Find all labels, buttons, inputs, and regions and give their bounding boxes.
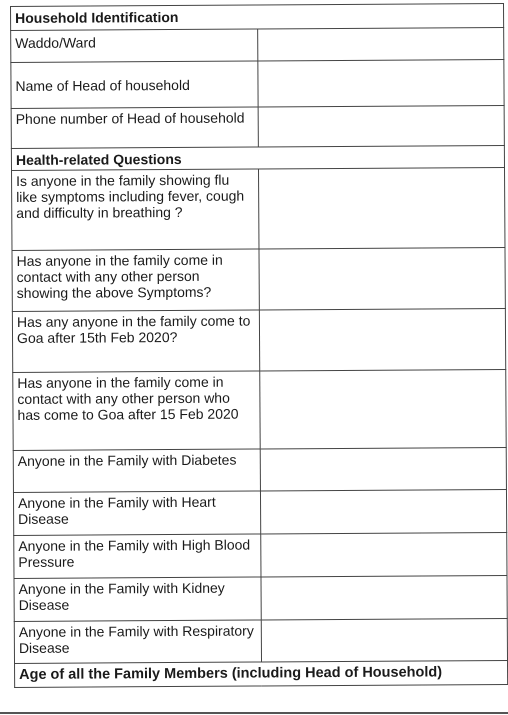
question-heart-disease: Anyone in the Family with Heart Disease [13,491,260,536]
question-came-to-goa: Has any anyone in the family come to Goa after 15th Feb 2020? [12,310,259,373]
table-row [11,27,504,62]
answer-cell-contact-symptoms[interactable] [258,247,505,310]
answer-cell-blood-pressure[interactable] [260,532,507,577]
question-head-phone: Phone number of Head of household [11,107,258,149]
table-row [11,105,504,148]
table-row [14,618,507,663]
question-diabetes: Anyone in the Family with Diabetes [13,449,260,493]
table-row [11,59,504,108]
table-row [12,167,505,250]
answer-cell-head-name[interactable] [257,59,504,107]
section-heading-household: Household Identification [11,3,504,30]
footer-row [15,660,508,687]
answer-cell-diabetes[interactable] [260,447,507,491]
table-row [14,532,507,578]
question-respiratory-disease: Anyone in the Family with Respiratory Disease [14,620,261,664]
section-heading-health: Health-related Questions [11,145,504,170]
family-ages-heading: Age of all the Family Members (including Head of Household) [15,660,508,687]
question-head-name: Name of Head of household [11,61,258,109]
page-bottom-rule [0,712,508,714]
household-survey-table [10,3,508,688]
table-row [12,308,505,372]
survey-form-sheet [10,3,508,708]
question-contact-symptoms: Has anyone in the family come in contact with any other person showing the above Symptoms? [12,249,259,312]
table-row [13,369,506,450]
answer-cell-contact-goa-arrival[interactable] [259,369,506,449]
answer-cell-kidney-disease[interactable] [260,575,507,620]
question-kidney-disease: Anyone in the Family with Kidney Disease [14,577,261,622]
answer-cell-respiratory-disease[interactable] [261,618,508,662]
question-ward: Waddo/Ward [11,29,258,63]
table-row [13,447,506,492]
table-row [14,575,507,621]
answer-cell-heart-disease[interactable] [260,489,507,534]
answer-cell-flu-symptoms[interactable] [258,167,505,249]
section-header-row [11,145,504,170]
answer-cell-came-to-goa[interactable] [259,308,506,371]
question-contact-goa-arrival: Has anyone in the family come in contact with any other person who has come to Goa after 15 Feb 2020 [13,371,260,451]
table-row [13,489,506,535]
question-flu-symptoms: Is anyone in the family showing flu like symptoms including fever, cough and difficulty in breathing ? [12,169,259,251]
table-row [12,247,505,311]
question-blood-pressure: Anyone in the Family with High Blood Pressure [14,534,261,579]
section-header-row [11,3,504,30]
answer-cell-ward[interactable] [257,27,504,61]
answer-cell-head-phone[interactable] [258,105,505,147]
